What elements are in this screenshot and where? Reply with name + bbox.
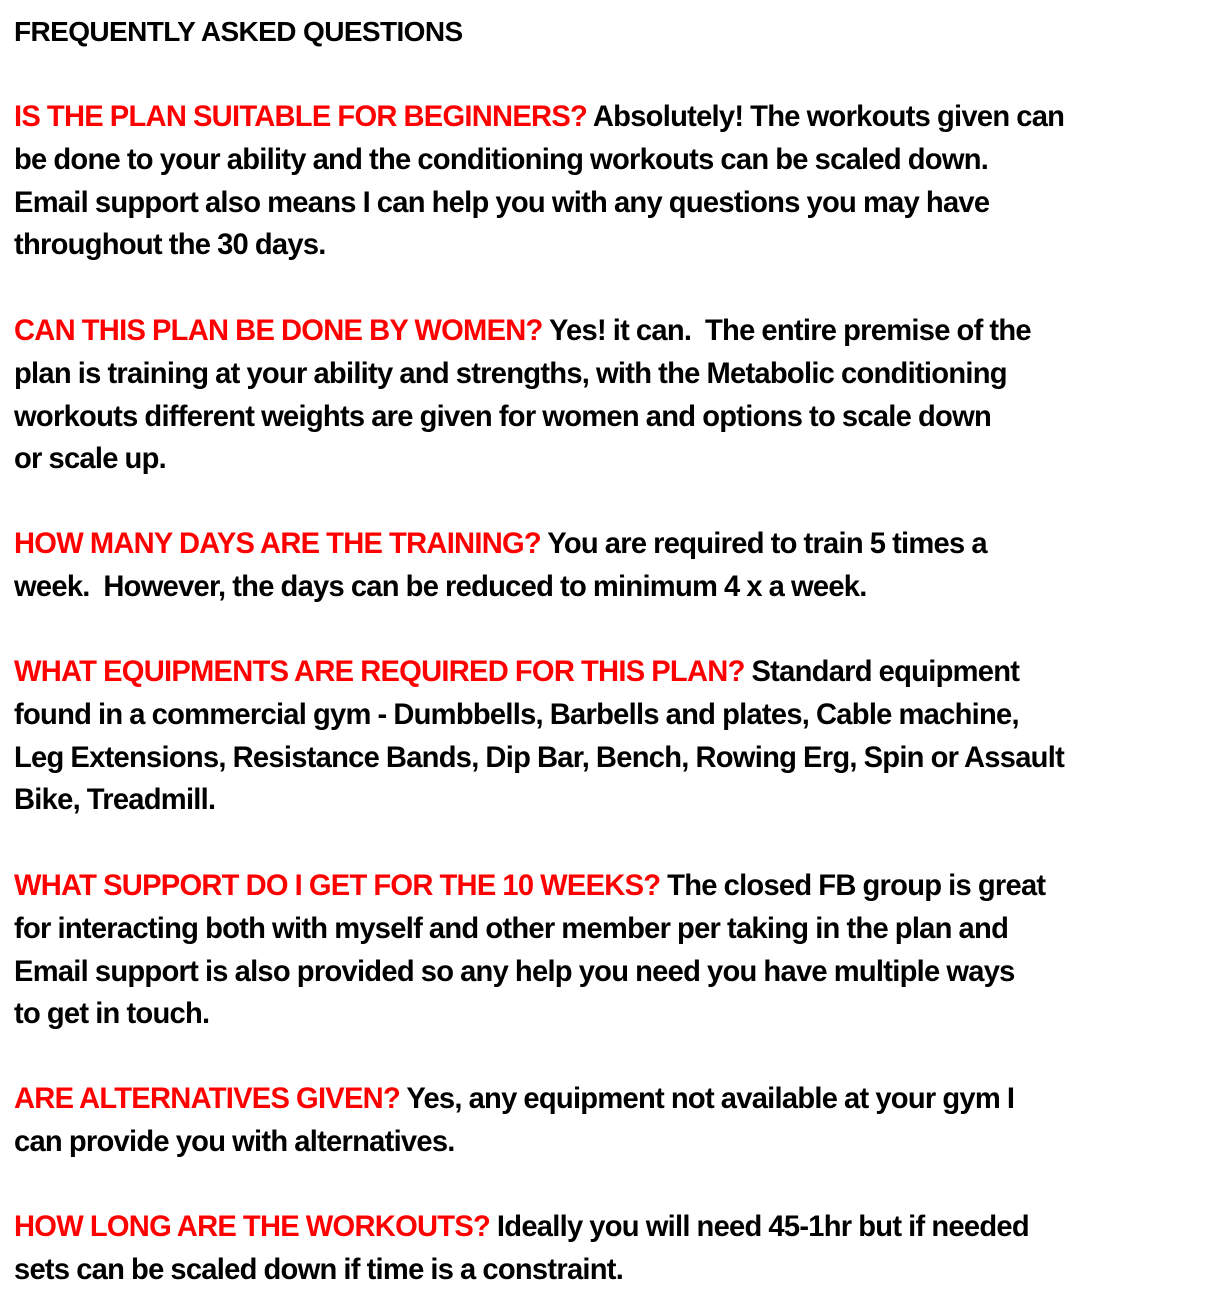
faq-answer: Ideally you will need 45-1hr but if needed — [490, 1210, 1029, 1243]
faq-answer-line: can provide you with alternatives. — [14, 1124, 455, 1158]
faq-item-beginners — [14, 96, 1204, 267]
faq-question: CAN THIS PLAN BE DONE BY WOMEN? — [14, 314, 543, 347]
faq-answer: You are required to train 5 times a — [540, 527, 987, 560]
faq-item-support — [14, 865, 1204, 1036]
faq-question: IS THE PLAN SUITABLE FOR BEGINNERS? — [14, 100, 588, 133]
faq-answer: The closed FB group is great — [660, 869, 1046, 902]
faq-line — [14, 1206, 1189, 1249]
faq-answer-line: found in a commercial gym - Dumbbells, Barbells and plates, Cable machine, — [14, 697, 1019, 731]
faq-answer-line: workouts different weights are given for women and options to scale down — [14, 399, 992, 433]
faq-item-alternatives — [14, 1078, 1204, 1164]
faq-line — [14, 865, 1189, 908]
faq-line — [14, 523, 1189, 566]
faq-line — [14, 651, 1189, 694]
faq-answer: Yes! it can. The entire premise of the — [542, 314, 1031, 347]
faq-answer-line: Bike, Treadmill. — [14, 783, 216, 817]
faq-answer: Absolutely! The workouts given can — [587, 100, 1065, 133]
faq-answer-line: Email support is also provided so any help you need you have multiple ways — [14, 954, 1015, 988]
faq-answer-line: to get in touch. — [14, 997, 210, 1031]
faq-line — [14, 310, 1189, 353]
faq-line — [14, 96, 1189, 139]
faq-answer-line: sets can be scaled down if time is a constraint. — [14, 1252, 624, 1286]
faq-question: HOW LONG ARE THE WORKOUTS? — [14, 1210, 491, 1243]
faq-answer-line: or scale up. — [14, 442, 167, 476]
faq-item-equipment — [14, 651, 1204, 822]
faq-answer-line: throughout the 30 days. — [14, 228, 326, 262]
faq-answer-line: Email support also means I can help you with any questions you may have — [14, 185, 990, 219]
faq-answer-line: week. However, the days can be reduced to minimum 4 x a week. — [14, 569, 867, 603]
faq-answer-line: plan is training at your ability and strengths, with the Metabolic conditioning — [14, 356, 1007, 390]
faq-answer-line: Leg Extensions, Resistance Bands, Dip Bar, Bench, Rowing Erg, Spin or Assault — [14, 740, 1065, 774]
page-title: FREQUENTLY ASKED QUESTIONS — [14, 16, 463, 47]
faq-item-workout-length — [14, 1206, 1204, 1292]
faq-answer-line: be done to your ability and the conditioning workouts can be scaled down. — [14, 142, 989, 176]
faq-document — [14, 12, 1204, 1286]
faq-answer-line: for interacting both with myself and other member per taking in the plan and — [14, 911, 1009, 945]
faq-question: WHAT SUPPORT DO I GET FOR THE 10 WEEKS? — [14, 869, 661, 902]
faq-question: ARE ALTERNATIVES GIVEN? — [14, 1082, 401, 1115]
faq-line — [14, 1078, 1189, 1121]
faq-item-women — [14, 310, 1204, 481]
faq-answer: Standard equipment — [744, 655, 1020, 688]
faq-item-training-days — [14, 523, 1204, 609]
faq-answer: Yes, any equipment not available at your gym I — [400, 1082, 1015, 1115]
faq-question: WHAT EQUIPMENTS ARE REQUIRED FOR THIS PLAN? — [14, 655, 745, 688]
faq-question: HOW MANY DAYS ARE THE TRAINING? — [14, 527, 541, 560]
